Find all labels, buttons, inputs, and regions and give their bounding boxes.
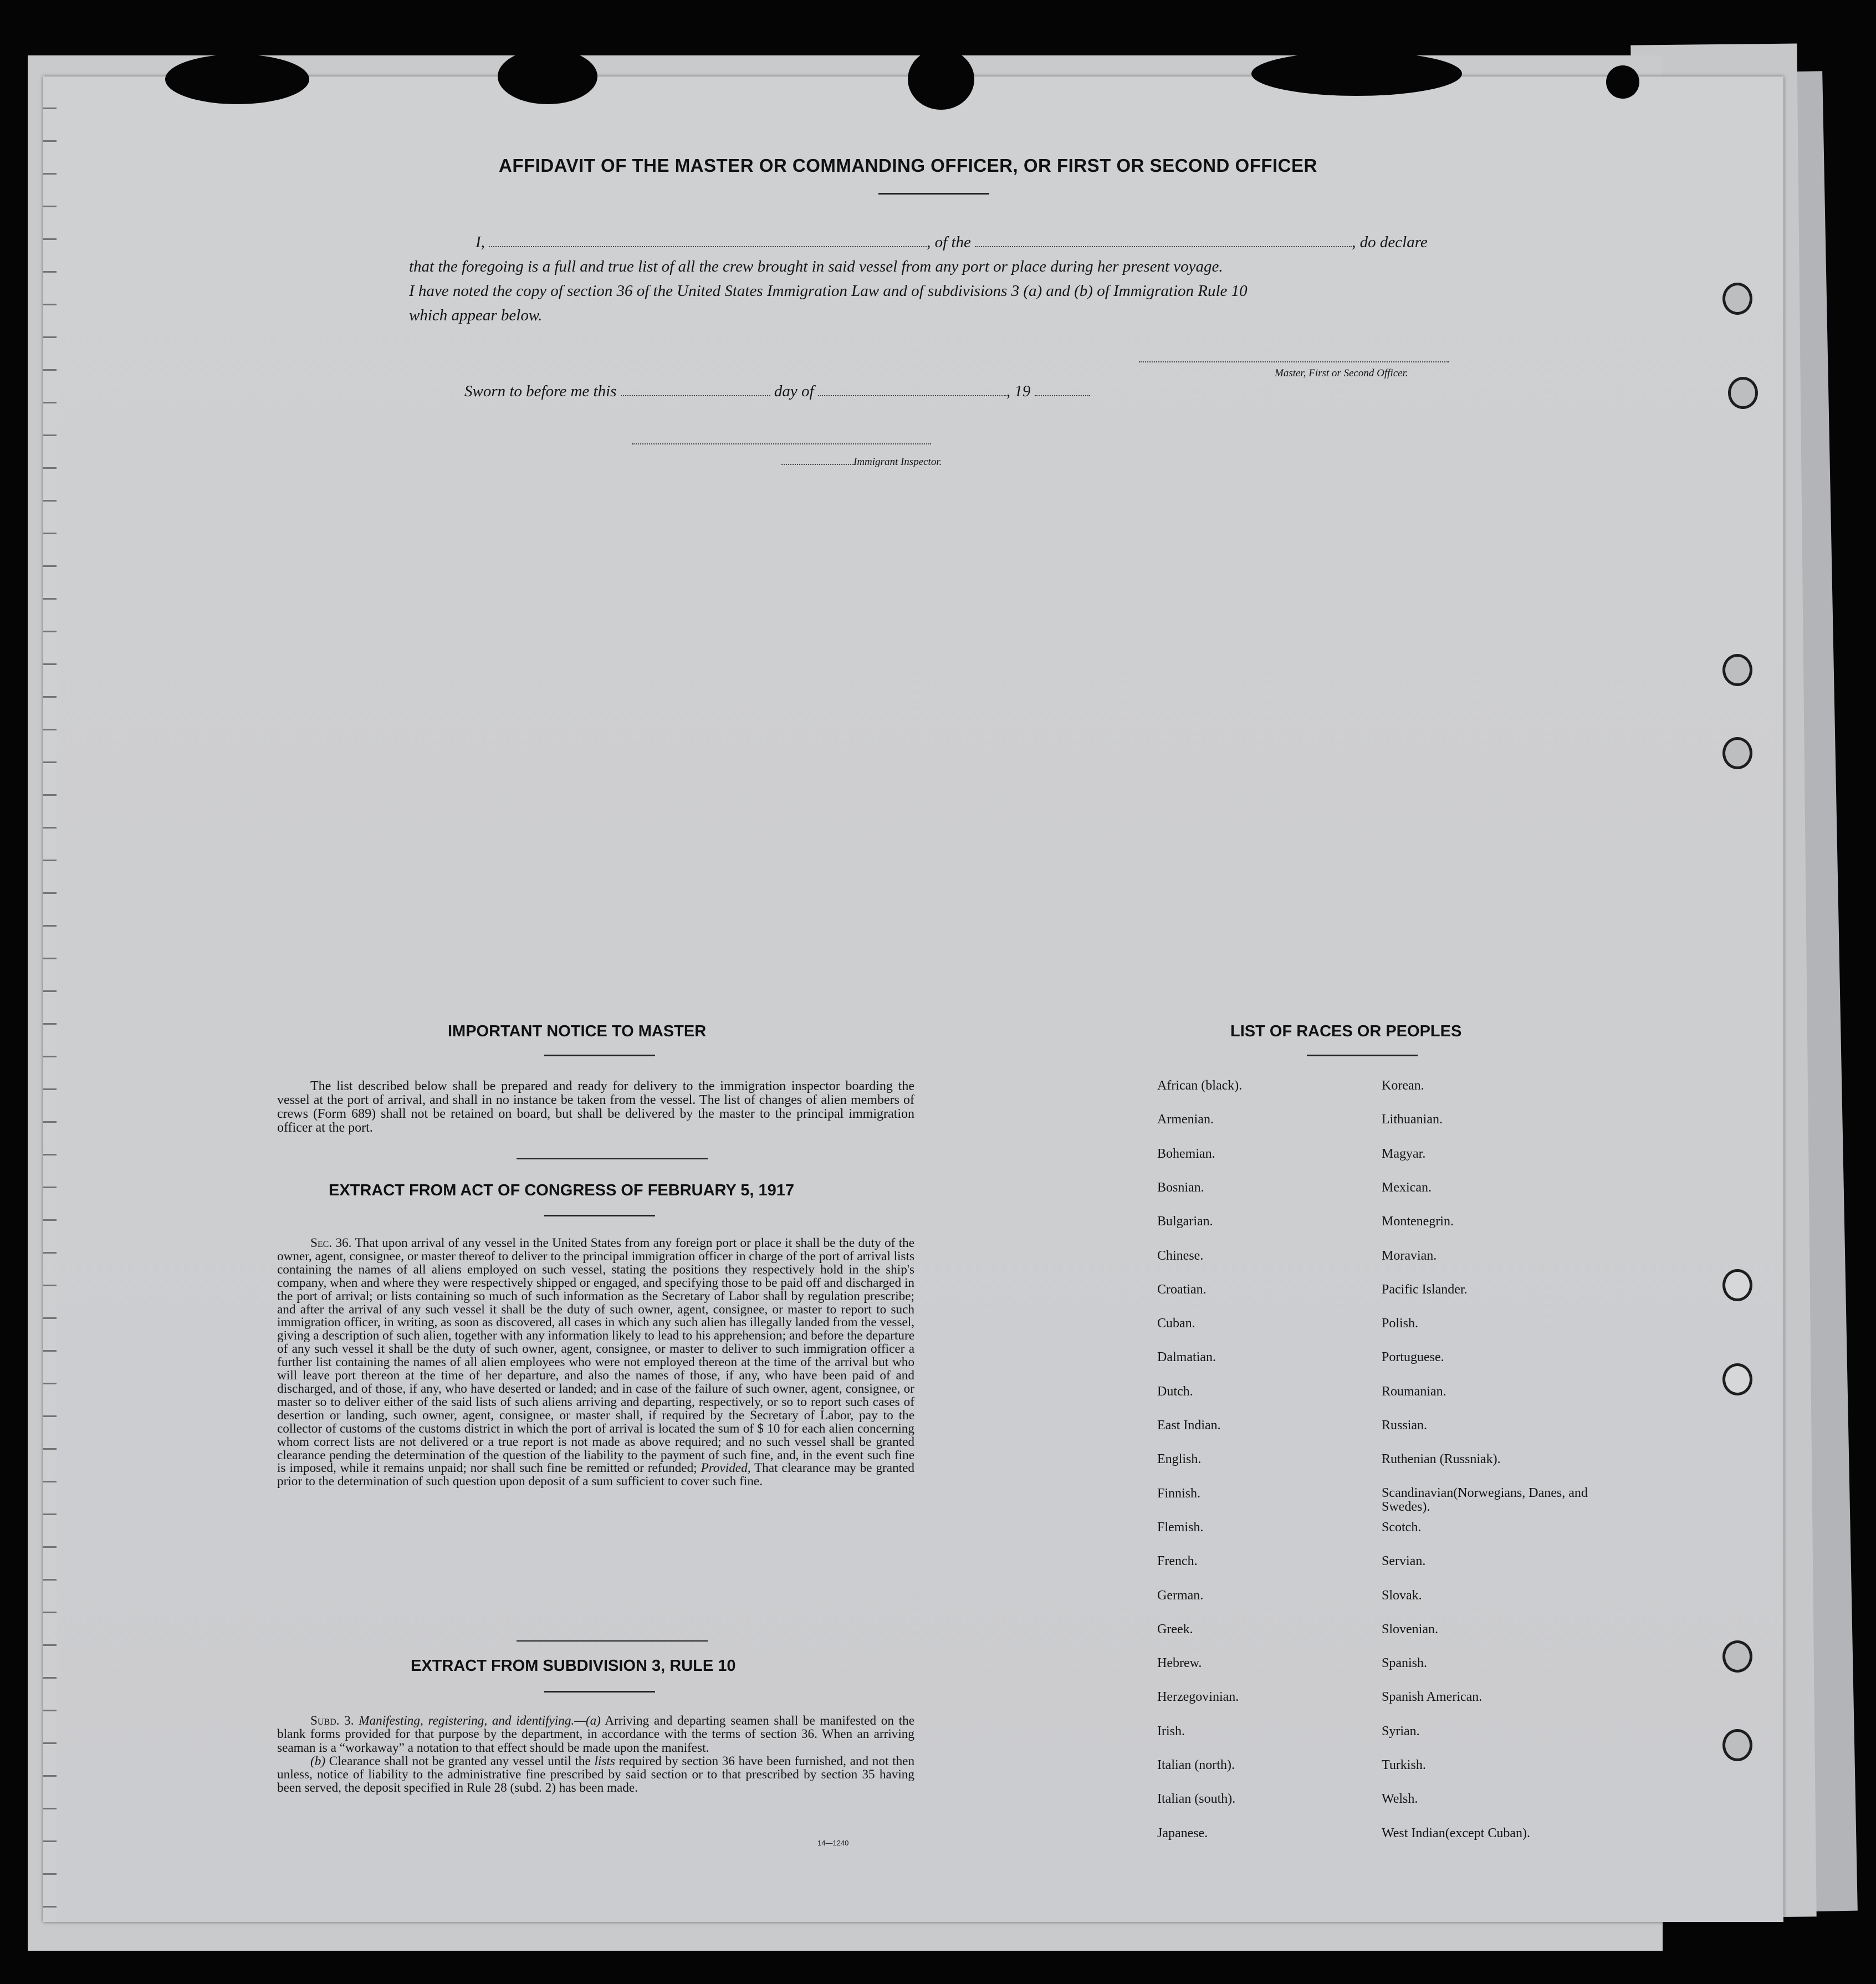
act-extract-title: EXTRACT FROM ACT OF CONGRESS OF FEBRUARY 5, 1917	[329, 1182, 795, 1199]
race-item: Syrian.	[1382, 1724, 1420, 1738]
race-item: Bulgarian.	[1157, 1214, 1213, 1229]
declaration-line-2: that the foregoing is a full and true list of all the crew brought in said vessel from any port or place during her present voyage.	[409, 258, 1223, 275]
proviso-word: Provided,	[701, 1461, 751, 1476]
subd-label: Subd. 3.	[310, 1714, 354, 1728]
sworn-line	[464, 382, 1090, 401]
race-item: Lithuanian.	[1382, 1112, 1443, 1127]
declaration-line-4: which appear below.	[409, 306, 543, 324]
punch-hole	[1722, 1363, 1752, 1395]
torn-edge	[1251, 52, 1462, 96]
master-signature-line[interactable]	[1139, 361, 1449, 362]
vessel-field[interactable]	[975, 246, 1352, 247]
subd-a-text: Arriving and departing seamen shall be manifested on the blank forms provided for that purpose by the department, in accordance with the terms of section 36. When an arriving seaman is a “workaway” a notation to that effect should be made upon the manifest.	[277, 1714, 914, 1755]
punch-hole	[1722, 1269, 1752, 1301]
divider-rule	[517, 1640, 708, 1642]
notice-title: IMPORTANT NOTICE TO MASTER	[448, 1022, 707, 1040]
subd-b-lists: lists	[594, 1753, 615, 1768]
form-number: 14—1240	[817, 1839, 849, 1847]
punch-hole	[1722, 283, 1752, 315]
race-item: African (black).	[1157, 1078, 1243, 1093]
subdivision-a	[277, 1714, 914, 1755]
race-item: Pacific Islander.	[1382, 1282, 1468, 1297]
act-extract-rule	[544, 1215, 655, 1216]
race-item: Cuban.	[1157, 1316, 1195, 1331]
subd-b-text-2: required by section 36 have been furnished, and not then unless, notice of liability to the administrative fine prescribed by said section or to that prescribed by section 35 having been served, the deposit specified in Rule 28 (subd. 2) has been made.	[277, 1753, 915, 1796]
race-item: Scotch.	[1382, 1520, 1422, 1535]
race-item: Greek.	[1157, 1622, 1193, 1637]
race-item: Dalmatian.	[1157, 1350, 1216, 1364]
inspector-label: Immigrant Inspector.	[853, 456, 942, 468]
of-the-label: , of the	[927, 233, 971, 251]
race-item: Scandinavian(Norwegians, Danes, and Swedes).	[1382, 1486, 1588, 1514]
affidavit-title: AFFIDAVIT OF THE MASTER OR COMMANDING OFFICER, OR FIRST OR SECOND OFFICER	[499, 155, 1317, 176]
torn-edge	[908, 49, 974, 110]
race-item: Japanese.	[1157, 1826, 1208, 1840]
race-item: Moravian.	[1382, 1249, 1437, 1263]
year-prefix: , 19	[1006, 382, 1031, 400]
torn-edge	[498, 49, 597, 104]
act-extract-body	[277, 1237, 914, 1489]
race-item: Ruthenian (Russniak).	[1382, 1452, 1501, 1466]
race-item: East Indian.	[1157, 1418, 1221, 1433]
do-declare-label: , do declare	[1352, 233, 1428, 251]
punch-hole	[1728, 377, 1758, 409]
title-rule	[878, 193, 989, 195]
race-item: Turkish.	[1382, 1758, 1426, 1772]
race-item: Servian.	[1382, 1554, 1426, 1568]
race-item: Finnish.	[1157, 1486, 1201, 1501]
sworn-prefix: Sworn to before me this	[464, 382, 617, 400]
race-item: French.	[1157, 1554, 1198, 1568]
race-item: Portuguese.	[1382, 1350, 1444, 1364]
rule-extract-body	[277, 1714, 914, 1795]
race-item: Welsh.	[1382, 1792, 1418, 1806]
race-item: Spanish.	[1382, 1656, 1428, 1670]
race-item: Slovenian.	[1382, 1622, 1438, 1637]
race-item: West Indian(except Cuban).	[1382, 1826, 1530, 1840]
race-item: Chinese.	[1157, 1249, 1204, 1263]
manifest-page	[43, 76, 1783, 1922]
inspector-label-row	[781, 456, 942, 468]
divider-rule	[517, 1158, 708, 1159]
sworn-month-field[interactable]	[818, 395, 1006, 396]
sworn-year-field[interactable]	[1035, 395, 1090, 396]
race-item: Croatian.	[1157, 1282, 1207, 1297]
punch-hole	[1722, 1729, 1752, 1761]
subd-heading: Manifesting, registering, and identifying.—(a)	[359, 1714, 601, 1728]
race-item: Herzegovinian.	[1157, 1690, 1239, 1704]
subd-b-label: (b)	[310, 1753, 326, 1768]
inspector-dots	[781, 464, 853, 465]
race-item: German.	[1157, 1588, 1204, 1603]
race-item: Dutch.	[1157, 1384, 1193, 1399]
proviso-text: That clearance may be granted prior to the determination of such question upon deposit of a sum sufficient to cover such fine.	[277, 1461, 914, 1489]
declaration-prefix: I,	[476, 233, 485, 251]
race-item: Magyar.	[1382, 1147, 1426, 1161]
race-item: Italian (south).	[1157, 1792, 1236, 1806]
section-label: Sec. 36.	[310, 1236, 352, 1250]
race-item: Polish.	[1382, 1316, 1419, 1331]
rule-extract-title: EXTRACT FROM SUBDIVISION 3, RULE 10	[411, 1657, 736, 1675]
race-item: Bohemian.	[1157, 1147, 1215, 1161]
race-item: Italian (north).	[1157, 1758, 1235, 1772]
subdivision-b	[277, 1755, 914, 1795]
race-item: Hebrew.	[1157, 1656, 1202, 1670]
notice-rule	[544, 1055, 655, 1056]
name-field[interactable]	[489, 246, 927, 247]
affidavit-declaration	[409, 230, 1451, 328]
master-signature-label: Master, First or Second Officer.	[1275, 367, 1408, 379]
race-item: Mexican.	[1382, 1180, 1432, 1195]
race-item: Russian.	[1382, 1418, 1428, 1433]
notice-body: The list described below shall be prepared and ready for delivery to the immigration inspector boarding the vessel at the port of arrival, and shall in no instance be taken from the vessel. The list of changes of alien members of crews (Form 689) shall not be retained on board, but shall be delivered by the master to the principal immigration officer at the port.	[277, 1079, 914, 1135]
race-item: English.	[1157, 1452, 1202, 1466]
race-item: Armenian.	[1157, 1112, 1214, 1127]
torn-edge	[165, 54, 309, 104]
declaration-line-1	[409, 230, 1451, 254]
page-edge-ruling	[43, 76, 57, 1922]
day-of-label: day of	[774, 382, 814, 400]
punch-hole	[1722, 737, 1752, 769]
race-item: Flemish.	[1157, 1520, 1204, 1535]
races-rule	[1307, 1055, 1418, 1056]
races-title: LIST OF RACES OR PEOPLES	[1230, 1022, 1462, 1040]
race-item: Roumanian.	[1382, 1384, 1446, 1399]
race-item: Montenegrin.	[1382, 1214, 1454, 1229]
declaration-line-3: I have noted the copy of section 36 of the United States Immigration Law and of subdivisions 3 (a) and (b) of Immigration Rule 10	[409, 282, 1248, 300]
race-item: Slovak.	[1382, 1588, 1422, 1603]
subd-b-text-1: Clearance shall not be granted any vessel until the	[329, 1753, 591, 1768]
race-item: Irish.	[1157, 1724, 1185, 1738]
rule-extract-rule	[544, 1691, 655, 1692]
sworn-day-field[interactable]	[621, 395, 770, 396]
race-item: Spanish American.	[1382, 1690, 1483, 1704]
torn-edge	[1606, 65, 1639, 99]
punch-hole	[1722, 654, 1752, 686]
inspector-signature-line[interactable]	[632, 443, 931, 444]
section-text: That upon arrival of any vessel in the United States from any foreign port or place it shall be the duty of the owner, agent, consignee, or master thereof to deliver to the principal immigration officer in charge of the port of arrival lists containing the names of all aliens employed on such vessel, stating the positions they respectively hold in the ship's company, when and where they were respectively shipped or engaged, and specifying those to be paid off and discharged in the port of arrival; or lists containing so much of such information as the Secretary of Labor shall by regulation prescribe; and after the arrival of any such vessel it shall be the duty of such owner, agent, consignee, or master to report to such immigration officer, in writing, as soon as discovered, all cases in which any such alien has illegally landed from the vessel, giving a description of such alien, together with any information likely to lead to his apprehension; and before the departure of any such vessel it shall be the duty of such owner, agent, consignee, or master to deliver to such immigration officer a further list containing the names of all alien employees who were not employed thereon at the time of the arrival but who will leave port thereon at the time of her departure, and also the names of those, if any, who have been paid of and discharged, and of those, if any, who have deserted or landed; and in case of the failure of such owner, agent, consignee, or master so to deliver either of the said lists of such aliens arriving and departing, respectively, or so to report such cases of desertion or landing, such owner, agent, consignee, or master shall, if required by the Secretary of Labor, pay to the collector of customs of the customs district in which the port of arrival is located the sum of $ 10 for each alien concerning whom correct lists are not delivered or a true report is not made as above required; and no such vessel shall be granted clearance pending the determination of the question of the liability to the payment of such fine, and, in the event such fine is imposed, while it remains unpaid; nor shall such fine be remitted or refunded;	[277, 1236, 914, 1476]
race-item: Korean.	[1382, 1078, 1424, 1093]
race-item: Bosnian.	[1157, 1180, 1204, 1195]
punch-hole	[1722, 1640, 1752, 1673]
